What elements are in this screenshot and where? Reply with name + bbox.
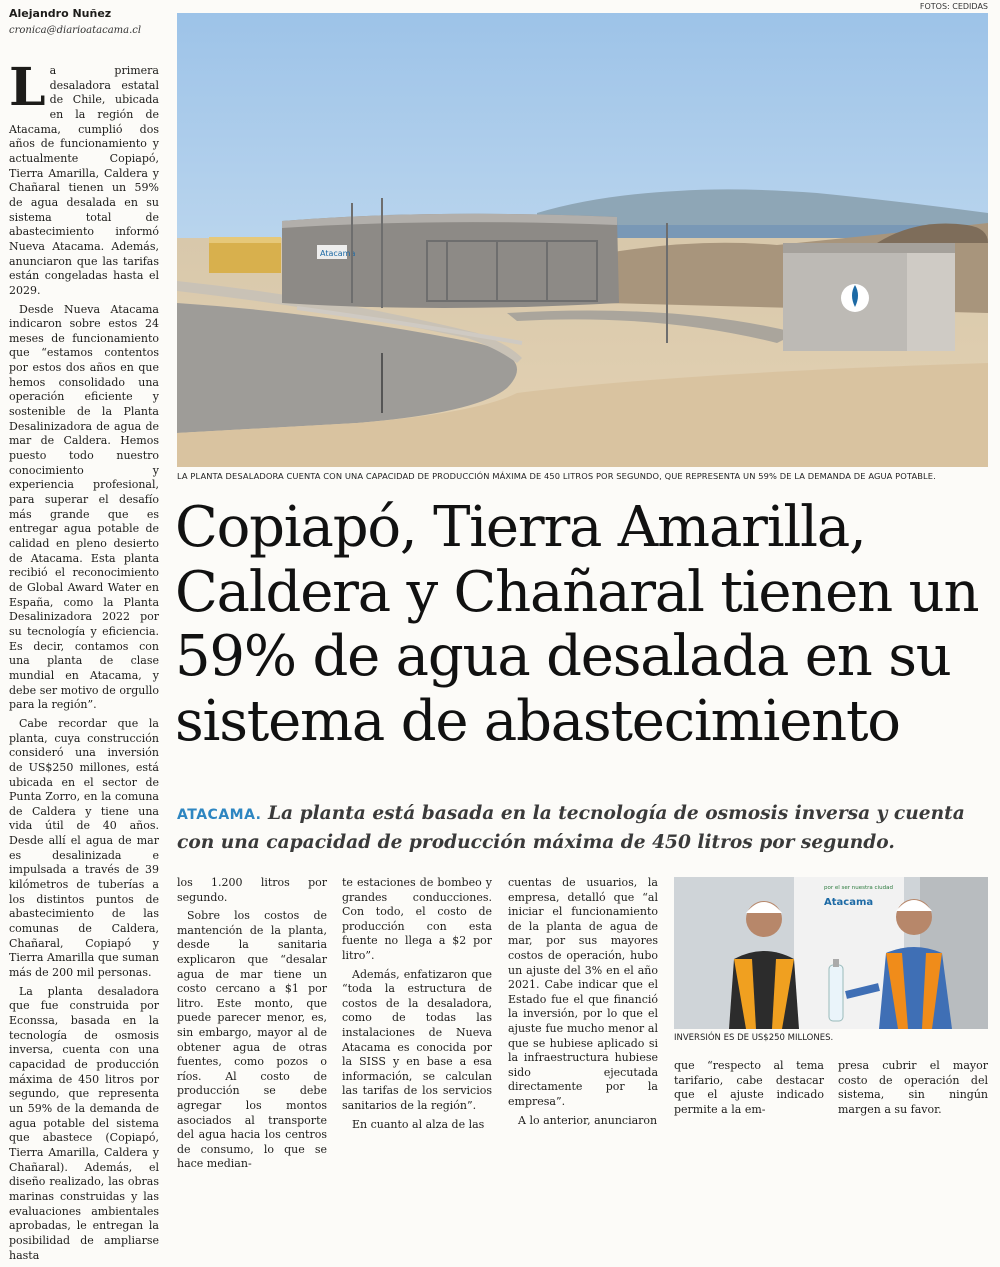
inauguration-illustration xyxy=(674,877,988,1029)
paragraph: que “respecto al tema tarifario, cabe destacar que el ajuste indicado permite a la em- xyxy=(674,1059,824,1116)
paragraph: cuentas de usuarios, la empresa, detalló que “al iniciar el funcionamiento de la planta de agua de mar, por sus mayores costos de operación, hubo un ajuste del 3% en el año 2021. Cabe indicar que el Estado fue el que financió la inversión, por lo que el ajuste fue mucho menor al que se hubiese aplicado si la infraestructura hubiese sido ejecutada directamente por la empresa”. xyxy=(508,876,658,1108)
main-photo xyxy=(177,13,988,467)
body-column-6 xyxy=(838,1059,988,1121)
paragraph: presa cubrir el mayor costo de operación del sistema, sin ningún margen a su favor. xyxy=(838,1059,988,1116)
drop-cap: L xyxy=(9,57,46,118)
main-photo-caption: LA PLANTA DESALADORA CUENTA CON UNA CAPACIDAD DE PRODUCCIÓN MÁXIMA DE 450 LITROS POR SEGUNDO, QUE REPRESENTA UN 59% DE LA DEMANDA DE AGUA POTABLE. xyxy=(177,471,936,481)
headline: Copiapó, Tierra Amarilla, Caldera y Chañaral tienen un 59% de agua desalada en su sistema de abastecimiento xyxy=(175,495,979,754)
author-name: Alejandro Nuñez xyxy=(9,7,112,20)
paragraph: Sobre los costos de mantención de la planta, desde la sanitaria explicaron que “desalar agua de mar tiene un costo cercano a $1 por litro. Este monto, que puede parecer menor, es, sin embargo, mayor al de obtener agua de otras fuentes, como pozos o ríos. Al costo de producción se debe agregar los montos asociados al transporte del agua hacia los centros de consumo, lo que se hace median- xyxy=(177,909,327,1171)
left-column xyxy=(9,57,159,1267)
paragraph: Desde Nueva Atacama indicaron sobre estos 24 meses de funcionamiento que “estamos contentos por estos dos años en que hemos consolidado una operación eficiente y sostenible de la Planta Desalinizadora de agua de mar de Caldera. Hemos puesto todo nuestro conocimiento y experiencia profesional, para superar el desafío más grande que es entregar agua potable de calidad en pleno desierto de Atacama. Esta planta recibió el reconocimiento de Global Award Water en España, como la Planta Desalinizadora 2022 por su tecnología y eficiencia. Es decir, contamos con una planta de clase mundial en Atacama, y debe ser motivo de orgullo para la región”. xyxy=(9,302,159,712)
body-column-3 xyxy=(342,876,492,1136)
photo-credit: FOTOS: CEDIDAS xyxy=(919,2,988,11)
paragraph: Además, enfatizaron que “toda la estructura de costos de la desaladora, como de todas las instalaciones de Nueva Atacama es conocida por la SISS y en base a esa información, se calculan las tarifas de los servicios sanitarios de la región”. xyxy=(342,967,492,1112)
lede-location-tag: ATACAMA. xyxy=(177,807,262,823)
paragraph: A lo anterior, anunciaron xyxy=(518,1113,658,1127)
desalination-plant-illustration xyxy=(177,13,988,467)
paragraph: los 1.200 litros por segundo. xyxy=(177,876,327,904)
second-photo-caption: INVERSIÓN ES DE US$250 MILLONES. xyxy=(674,1033,834,1043)
photo-sign-text: Atacama xyxy=(320,249,356,258)
photo2-sign-text: Atacama xyxy=(824,897,874,908)
lede xyxy=(177,800,987,856)
paragraph: La primera desaladora estatal de Chile, ubicada en la región de Atacama, cumplió dos años de funcionamiento y actualmente Copiapó, Tierra Amarilla, Caldera y Chañaral tienen un 59% de agua desalada en su sistema total de abastecimiento informó Nueva Atacama. Además, anunciaron que las tarifas están congeladas hasta el 2029. xyxy=(9,57,159,297)
paragraph: Cabe recordar que la planta, cuya construcción consideró una inversión de US$250 millones, está ubicada en el sector de Punta Zorro, en la comuna de Caldera y tiene una vida útil de 40 años. Desde allí el agua de mar es desalinizada e impulsada a través de 39 kilómetros de tuberías a los distintos puntos de abastecimiento de las comunas de Caldera, Chañaral, Copiapó y Tierra Amarilla que suman más de 200 mil personas. xyxy=(9,716,159,980)
body-column-5 xyxy=(674,1059,824,1121)
lede-text: La planta está basada en la tecnología de osmosis inversa y cuenta con una capacidad de producción máxima de 450 litros por segundo. xyxy=(177,803,965,853)
second-photo xyxy=(674,877,988,1029)
paragraph: te estaciones de bombeo y grandes conducciones. Con todo, el costo de producción con esta fuente no llega a $2 por litro”. xyxy=(342,876,492,962)
photo2-sign-small: por el ser nuestra ciudad xyxy=(824,885,893,891)
body-column-2 xyxy=(177,876,327,1176)
author-email[interactable]: cronica@diarioatacama.cl xyxy=(9,25,142,36)
paragraph: La planta desaladora que fue construida por Econssa, basada en la tecnología de osmosis inversa, cuenta con una capacidad de producción máxima de 450 litros por segundo, que representa un 59% de la demanda de agua potable del sistema que abastece (Copiapó, Tierra Amarilla, Caldera y Chañaral). Además, el diseño realizado, las obras marinas construidas y las evaluaciones ambientales aprobadas, le entregan la posibilidad de ampliarse hasta xyxy=(9,984,159,1262)
body-column-4 xyxy=(508,876,658,1132)
paragraph: En cuanto al alza de las xyxy=(352,1117,485,1131)
